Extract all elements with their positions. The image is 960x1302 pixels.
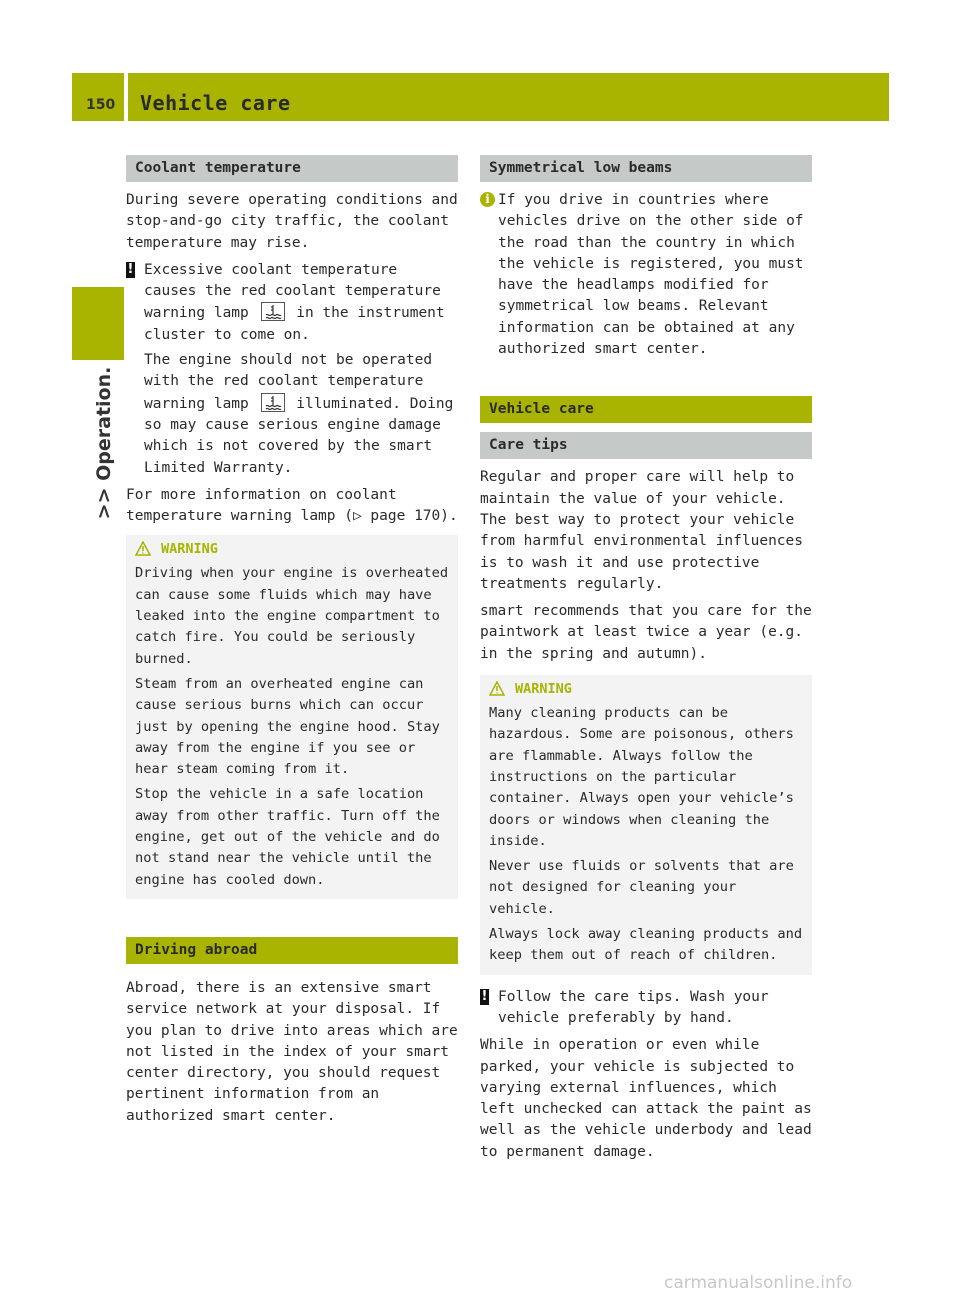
side-tab-marker <box>72 287 124 360</box>
heading-care-tips: Care tips <box>480 432 812 459</box>
warning-triangle-icon <box>489 681 505 696</box>
warning-title <box>135 539 451 560</box>
coolant-more-info: For more information on coolant temperature warning lamp (▷ page 170). <box>126 486 458 525</box>
warning-title <box>489 679 805 700</box>
side-tab <box>72 366 124 520</box>
page-number-box <box>72 73 124 121</box>
exclamation-icon: ! <box>481 988 488 1004</box>
section-header <box>128 73 889 121</box>
note-text-a: Excessive coolant temperature causes the red coolant temperature warning lamp <box>144 261 441 322</box>
exclamation-icon: ! <box>127 261 134 277</box>
note2-text-b: illuminated. Doing so may cause serious engine damage which is not covered by the smart Limited Warranty. <box>144 395 454 476</box>
warning-p1: Driving when your engine is overheated can cause some fluids which may have leaked into the engine compartment to catch fire. You could be seriously burned. <box>135 565 449 667</box>
heading-driving-abroad: Driving abroad <box>126 937 458 964</box>
cleaning-warning-p3: Always lock away cleaning products and keep them out of reach of children. <box>489 926 803 964</box>
coolant-temperature-lamp-icon <box>261 302 285 321</box>
coolant-note <box>126 260 458 346</box>
section-title: Vehicle care <box>140 91 291 115</box>
care-tips-p3: While in operation or even while parked, your vehicle is subjected to varying external influences, which left unchecked can attack the paint as well as the vehicle underbody and lead to permanent damage. <box>480 1037 812 1160</box>
heading-symmetrical-low-beams: Symmetrical low beams <box>480 155 812 182</box>
info-icon: i <box>480 192 495 207</box>
driving-abroad-text: Abroad, there is an extensive smart service network at your disposal. If you plan to drive into areas which are not listed in the index of your smart center directory, you should request pertinent information from an authorized smart center. <box>126 979 458 1124</box>
warning-triangle-icon <box>135 541 151 556</box>
right-column <box>480 155 812 1169</box>
note2-text-a: The engine should not be operated with the red coolant temperature warning lamp <box>144 352 433 412</box>
coolant-note-2 <box>126 350 458 479</box>
warning-title-text: WARNING <box>515 681 572 698</box>
heading-coolant-temperature: Coolant temperature <box>126 155 458 182</box>
note-text-b: in the instrument cluster to come on. <box>144 305 445 343</box>
coolant-intro: During severe operating conditions and stop-and-go city traffic, the coolant temperature may rise. <box>126 192 458 251</box>
warning-box-overheat <box>126 535 458 898</box>
care-note <box>480 987 812 1030</box>
side-tab-label: >> Operation. <box>93 366 115 520</box>
left-column <box>126 155 458 1133</box>
cleaning-warning-p2: Never use fluids or solvents that are not designed for cleaning your vehicle. <box>489 858 794 917</box>
warning-box-cleaning <box>480 675 812 975</box>
watermark: carmanualsonline.info <box>664 1273 853 1293</box>
page-number: 150 <box>86 97 116 113</box>
heading-vehicle-care: Vehicle care <box>480 396 812 423</box>
low-beams-info <box>480 190 812 360</box>
warning-title-text: WARNING <box>161 541 218 558</box>
low-beams-info-text: If you drive in countries where vehicles drive on the other side of the road than the country in which the vehicle is registered, you must have the headlamps modified for symmetrical low beams. Relevant information can be obtained at any authorized smart center. <box>498 192 804 358</box>
warning-p3: Stop the vehicle in a safe location away from other traffic. Turn off the engine, get out of the vehicle and do not stand near the vehicle until the engine has cooled down. <box>135 786 440 888</box>
warning-p2: Steam from an overheated engine can cause serious burns which can occur just by opening the engine hood. Stay away from the engine if you see or hear steam coming from it. <box>135 675 440 778</box>
cleaning-warning-p1: Many cleaning products can be hazardous. Some are poisonous, others are flammable. Always follow the instructions on the particular container. Always open your vehicle’s doors or windows when cleaning the inside. <box>489 705 794 849</box>
care-tips-p1: Regular and proper care will help to maintain the value of your vehicle. The best way to protect your vehicle from harmful environmental influences is to wash it and use protective treatments regularly. <box>480 469 804 592</box>
care-tips-p2: smart recommends that you care for the paintwork at least twice a year (e.g. in the spring and autumn). <box>480 603 812 662</box>
care-note-text: Follow the care tips. Wash your vehicle preferably by hand. <box>498 988 769 1026</box>
coolant-temperature-lamp-icon <box>261 393 285 412</box>
